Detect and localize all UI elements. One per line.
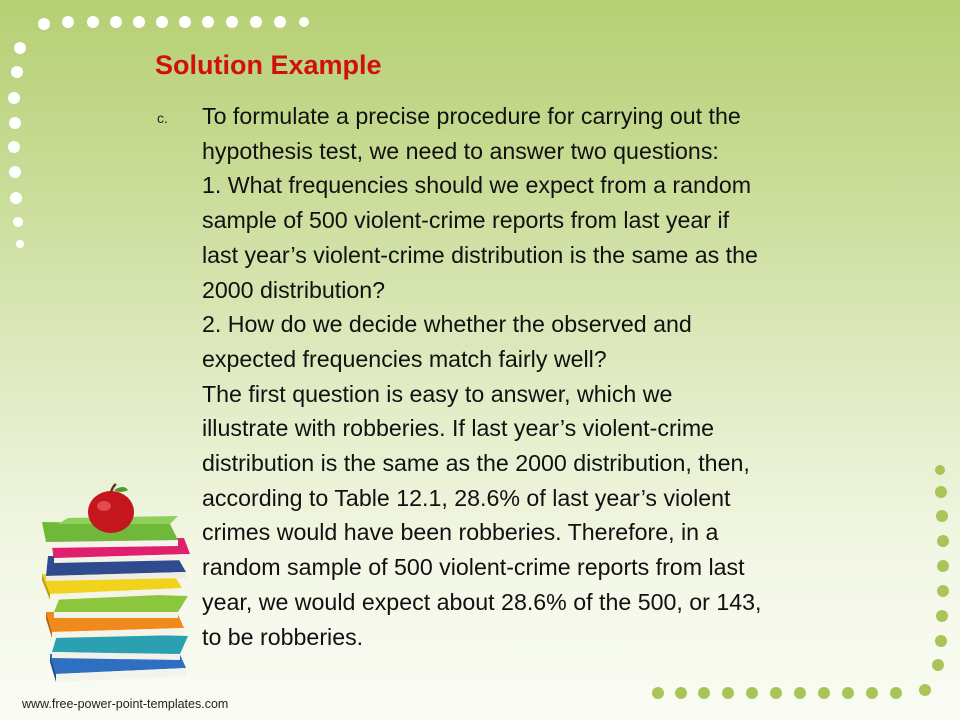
text-line: 2. How do we decide whether the observed and xyxy=(202,311,692,338)
text-line: year, we would expect about 28.6% of the 500, or 143, xyxy=(202,588,762,615)
text-line: crimes would have been robberies. Therefore, in a xyxy=(202,519,719,546)
text-line: last year’s violent-crime distribution is the same as the xyxy=(202,241,758,268)
text-line: 2000 distribution? xyxy=(202,276,386,303)
text-line: random sample of 500 violent-crime reports from last xyxy=(202,554,745,581)
slide-title: Solution Example xyxy=(155,50,382,80)
text-line: illustrate with robberies. If last year’s violent-crime xyxy=(202,415,715,442)
apple-icon xyxy=(88,484,134,533)
bullet-letter: c. xyxy=(157,110,168,126)
text-line: expected frequencies match fairly well? xyxy=(202,345,607,372)
text-line: hypothesis test, we need to answer two questions: xyxy=(202,137,719,164)
text-line: 1. What frequencies should we expect from a random xyxy=(202,172,752,199)
book-stack-apple-illustration xyxy=(28,482,203,697)
text-line: The first question is easy to answer, which we xyxy=(202,380,673,407)
text-line: distribution is the same as the 2000 distribution, then, xyxy=(202,450,750,477)
text-line: To formulate a precise procedure for carrying out the xyxy=(202,103,741,129)
text-line: sample of 500 violent-crime reports from last year if xyxy=(202,207,730,234)
text-line: according to Table 12.1, 28.6% of last year’s violent xyxy=(202,484,731,511)
body-text xyxy=(202,99,922,654)
text-line: to be robberies. xyxy=(202,623,364,650)
footer-website-url: www.free-power-point-templates.com xyxy=(22,697,229,711)
